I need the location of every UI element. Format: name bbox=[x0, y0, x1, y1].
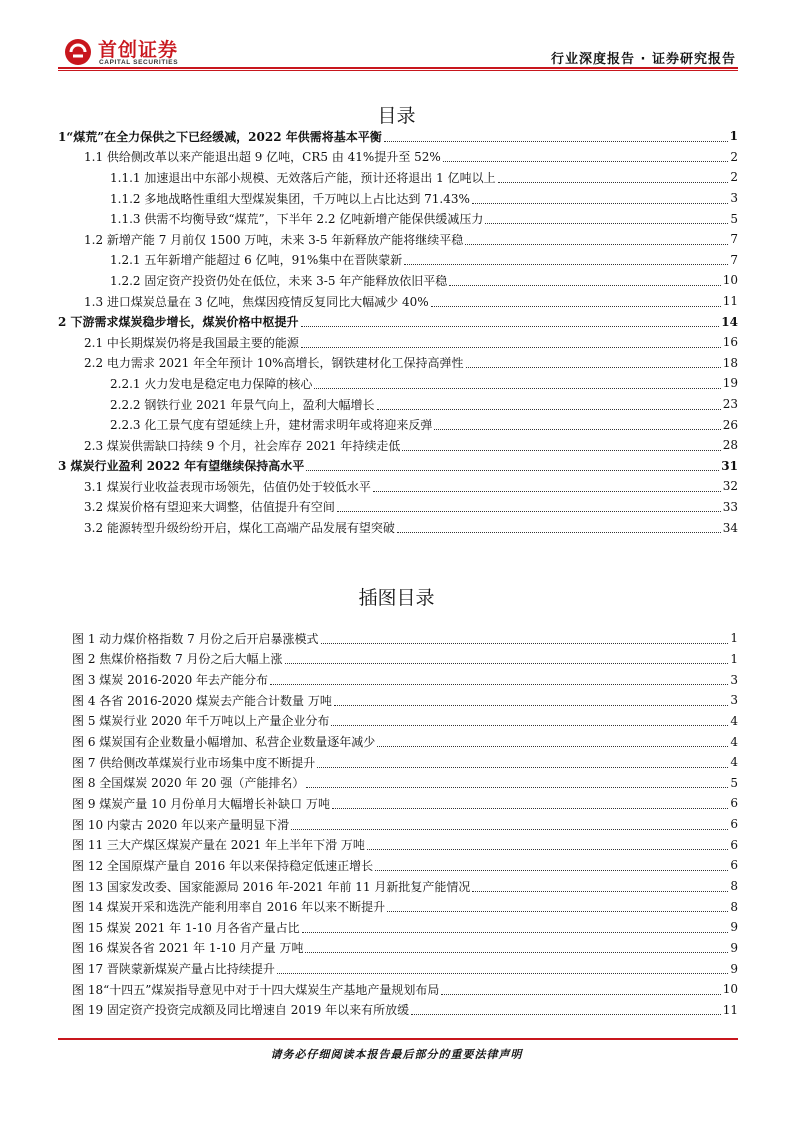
dot-leader bbox=[472, 881, 728, 892]
figure-entry[interactable] bbox=[58, 669, 738, 690]
entry-title: 2.2 电力需求 2021 年全年预计 10%高增长，钢铁建材化工保持高弹性 bbox=[84, 356, 464, 371]
page-number: 18 bbox=[722, 355, 738, 370]
figure-entry[interactable] bbox=[58, 752, 738, 773]
toc-entry[interactable] bbox=[58, 353, 738, 374]
page-number: 11 bbox=[722, 294, 738, 309]
dot-leader bbox=[285, 653, 729, 664]
entry-title: 图 4 各省 2016-2020 煤炭去产能合计数量 万吨 bbox=[72, 693, 332, 708]
entry-title: 图 9 煤炭产量 10 月份单月大幅增长补缺口 万吨 bbox=[72, 796, 330, 811]
entry-title: 3.2 煤炭价格有望迎来大调整，估值提升有空间 bbox=[84, 500, 335, 515]
page-number: 5 bbox=[730, 775, 738, 790]
footer-divider bbox=[58, 1038, 738, 1040]
page-number: 9 bbox=[730, 961, 738, 976]
toc-entry[interactable] bbox=[58, 208, 738, 229]
dot-leader bbox=[377, 399, 721, 410]
dot-leader bbox=[466, 357, 721, 368]
dot-leader bbox=[277, 963, 728, 974]
page-number: 6 bbox=[730, 817, 738, 832]
legal-disclaimer: 请务必仔细阅读本报告最后部分的重要法律声明 bbox=[270, 1048, 523, 1061]
page-number: 19 bbox=[722, 376, 738, 391]
figure-list bbox=[58, 628, 738, 1020]
entry-title: 图 14 煤炭开采和选洗产能利用率自 2016 年以来不断提升 bbox=[72, 900, 386, 915]
page-number: 1 bbox=[730, 631, 738, 646]
dot-leader bbox=[321, 633, 729, 644]
page-number: 6 bbox=[730, 796, 738, 811]
toc-entry[interactable] bbox=[58, 476, 738, 497]
dot-leader bbox=[441, 984, 720, 995]
figure-entry[interactable] bbox=[58, 649, 738, 670]
dot-leader bbox=[331, 715, 728, 726]
dot-leader bbox=[301, 316, 720, 327]
dot-leader bbox=[431, 296, 721, 307]
figure-entry[interactable] bbox=[58, 938, 738, 959]
dot-leader bbox=[411, 1004, 721, 1015]
toc-entry[interactable] bbox=[58, 373, 738, 394]
page-number: 26 bbox=[722, 417, 738, 432]
dot-leader bbox=[302, 922, 729, 933]
toc-entry[interactable] bbox=[58, 517, 738, 538]
entry-title: 图 12 全国原煤产量自 2016 年以来保持稳定低速正增长 bbox=[72, 858, 374, 873]
figure-entry[interactable] bbox=[58, 731, 738, 752]
dot-leader bbox=[397, 522, 721, 533]
dot-leader bbox=[301, 337, 721, 348]
entry-title: 3.1 煤炭行业收益表现市场领先，估值仍处于较低水平 bbox=[84, 479, 371, 494]
page-number: 7 bbox=[730, 252, 738, 267]
entry-title: 图 8 全国煤炭 2020 年 20 强（产能排名） bbox=[72, 776, 305, 791]
entry-title: 1.2.1 五年新增产能超过 6 亿吨，91%集中在晋陕蒙新 bbox=[110, 253, 403, 268]
toc-entry[interactable] bbox=[58, 291, 738, 312]
dot-leader bbox=[377, 736, 728, 747]
page-number: 9 bbox=[730, 920, 738, 935]
page-number: 10 bbox=[722, 273, 738, 288]
entry-title: 2 下游需求煤炭稳步增长，煤炭价格中枢提升 bbox=[58, 315, 299, 330]
toc-entry[interactable] bbox=[58, 250, 738, 271]
dot-leader bbox=[375, 860, 728, 871]
toc-entry[interactable] bbox=[58, 188, 738, 209]
dot-leader bbox=[270, 674, 728, 685]
page-number: 7 bbox=[730, 232, 738, 247]
dot-leader bbox=[317, 757, 728, 768]
toc-entry[interactable] bbox=[58, 147, 738, 168]
entry-title: 2.2.1 火力发电是稳定电力保障的核心 bbox=[110, 376, 313, 391]
entry-title: 图 1 动力煤价格指数 7 月份之后开启暴涨模式 bbox=[72, 631, 319, 646]
toc-entry[interactable] bbox=[58, 497, 738, 518]
dot-leader bbox=[334, 695, 729, 706]
figure-entry[interactable] bbox=[58, 917, 738, 938]
dot-leader bbox=[485, 213, 728, 224]
dot-leader bbox=[305, 942, 728, 953]
toc-entry[interactable] bbox=[58, 167, 738, 188]
page-number: 3 bbox=[730, 693, 738, 708]
table-of-contents bbox=[58, 126, 738, 538]
header-divider-thin bbox=[58, 70, 738, 71]
entry-title: 图 15 煤炭 2021 年 1-10 月各省产量占比 bbox=[72, 920, 300, 935]
page-number: 4 bbox=[730, 755, 738, 770]
page-number: 6 bbox=[730, 837, 738, 852]
entry-title: 图 7 供给侧改革煤炭行业市场集中度不断提升 bbox=[72, 755, 316, 770]
page-number: 32 bbox=[722, 479, 738, 494]
entry-title: 图 10 内蒙古 2020 年以来产量明显下滑 bbox=[72, 817, 290, 832]
figure-entry[interactable] bbox=[58, 690, 738, 711]
figure-entry[interactable] bbox=[58, 834, 738, 855]
toc-entry[interactable] bbox=[58, 270, 738, 291]
dot-leader bbox=[402, 440, 720, 451]
dot-leader bbox=[498, 172, 729, 183]
toc-entry[interactable] bbox=[58, 435, 738, 456]
page-number: 33 bbox=[722, 499, 738, 514]
entry-title: 图 16 煤炭各省 2021 年 1-10 月产量 万吨 bbox=[72, 941, 304, 956]
dot-leader bbox=[373, 481, 721, 492]
dot-leader bbox=[472, 193, 728, 204]
figure-entry[interactable] bbox=[58, 628, 738, 649]
dot-leader bbox=[465, 234, 728, 245]
page-number: 4 bbox=[730, 713, 738, 728]
figure-entry[interactable] bbox=[58, 711, 738, 732]
figure-entry[interactable] bbox=[58, 793, 738, 814]
dot-leader bbox=[384, 131, 728, 142]
dot-leader bbox=[306, 777, 728, 788]
figure-entry[interactable] bbox=[58, 876, 738, 897]
dot-leader bbox=[443, 151, 729, 162]
toc-entry[interactable] bbox=[58, 126, 738, 147]
entry-title: 3.2 能源转型升级纷纷开启，煤化工高端产品发展有望突破 bbox=[84, 521, 395, 536]
entry-title: 2.1 中长期煤炭仍将是我国最主要的能源 bbox=[84, 335, 299, 350]
page-number: 4 bbox=[730, 734, 738, 749]
page-number: 2 bbox=[730, 149, 738, 164]
page-number: 3 bbox=[730, 672, 738, 687]
figure-entry[interactable] bbox=[58, 979, 738, 1000]
page-number: 23 bbox=[722, 397, 738, 412]
toc-entry[interactable] bbox=[58, 414, 738, 435]
entry-title: 1.2.2 固定资产投资仍处在低位，未来 3-5 年产能释放依旧平稳 bbox=[110, 273, 448, 288]
toc-entry[interactable] bbox=[58, 456, 738, 477]
entry-title: 1.1.2 多地战略性重组大型煤炭集团，千万吨以上占比达到 71.43% bbox=[110, 191, 470, 206]
logo-chinese-name: 首创证券 bbox=[98, 39, 179, 61]
page-number: 5 bbox=[730, 211, 738, 226]
entry-title: 2.2.2 钢铁行业 2021 年景气向上，盈利大幅增长 bbox=[110, 397, 375, 412]
figure-entry[interactable] bbox=[58, 855, 738, 876]
entry-title: 图 11 三大产煤区煤炭产量在 2021 年上半年下滑 万吨 bbox=[72, 838, 365, 853]
entry-title: 2.2.3 化工景气度有望延续上升，建材需求明年或将迎来反弹 bbox=[110, 418, 433, 433]
entry-title: 1.1.3 供需不均衡导致“煤荒”，下半年 2.2 亿吨新增产能保供缓减压力 bbox=[110, 212, 484, 227]
page-number: 14 bbox=[721, 314, 738, 329]
dot-leader bbox=[306, 460, 719, 471]
page-number: 16 bbox=[722, 335, 738, 350]
logo-icon bbox=[64, 38, 92, 66]
logo-english-name: CAPITAL SECURITIES bbox=[99, 59, 179, 66]
entry-title: 图 2 焦煤价格指数 7 月份之后大幅上涨 bbox=[72, 652, 283, 667]
entry-title: 1.2 新增产能 7 月前仅 1500 万吨，未来 3-5 年新释放产能将继续平稳 bbox=[84, 232, 464, 247]
entry-title: 图 18“十四五”煤炭指导意见中对于十四大煤炭生产基地产量规划布局 bbox=[72, 982, 440, 997]
page-header bbox=[58, 30, 738, 70]
page-number: 6 bbox=[730, 858, 738, 873]
figure-entry[interactable] bbox=[58, 896, 738, 917]
entry-title: 2.3 煤炭供需缺口持续 9 个月，社会库存 2021 年持续走低 bbox=[84, 438, 401, 453]
toc-title: 目录 bbox=[377, 105, 416, 127]
figure-entry[interactable] bbox=[58, 814, 738, 835]
page-number: 3 bbox=[730, 191, 738, 206]
page-number: 34 bbox=[722, 520, 738, 535]
toc-entry[interactable] bbox=[58, 229, 738, 250]
dot-leader bbox=[404, 254, 728, 265]
report-type-label: 行业深度报告 · 证券研究报告 bbox=[551, 52, 736, 67]
dot-leader bbox=[291, 819, 728, 830]
dot-leader bbox=[387, 901, 728, 912]
figure-entry[interactable] bbox=[58, 958, 738, 979]
entry-title: 1.3 进口煤炭总量在 3 亿吨，焦煤因疫情反复同比大幅减少 40% bbox=[84, 294, 429, 309]
page-number: 1 bbox=[729, 129, 738, 144]
entry-title: 1“煤荒”在全力保供之下已经缓减，2022 年供需将基本平衡 bbox=[58, 129, 382, 144]
page-number: 8 bbox=[730, 879, 738, 893]
entry-title: 3 煤炭行业盈利 2022 年有望继续保持高水平 bbox=[58, 459, 305, 474]
entry-title: 图 6 煤炭国有企业数量小幅增加、私营企业数量逐年减少 bbox=[72, 735, 376, 750]
figure-list-title: 插图目录 bbox=[358, 587, 435, 609]
page-number: 9 bbox=[730, 940, 738, 955]
dot-leader bbox=[434, 419, 720, 430]
dot-leader bbox=[337, 501, 721, 512]
entry-title: 图 13 国家发改委、国家能源局 2016 年-2021 年前 11 月新批复产能情况 bbox=[72, 879, 471, 894]
entry-title: 图 3 煤炭 2016-2020 年去产能分布 bbox=[72, 673, 269, 688]
header-divider bbox=[58, 67, 738, 69]
page-number: 28 bbox=[722, 438, 738, 453]
toc-entry[interactable] bbox=[58, 394, 738, 415]
entry-title: 1.1.1 加速退出中东部小规模、无效落后产能，预计还将退出 1 亿吨以上 bbox=[110, 170, 496, 185]
figure-entry[interactable] bbox=[58, 1000, 738, 1021]
entry-title: 图 17 晋陕蒙新煤炭产量占比持续提升 bbox=[72, 962, 275, 977]
dot-leader bbox=[367, 839, 728, 850]
page-number: 31 bbox=[721, 458, 738, 473]
page-number: 10 bbox=[722, 982, 738, 997]
page-number: 2 bbox=[730, 170, 738, 185]
entry-title: 图 19 固定资产投资完成额及同比增速自 2019 年以来有所放缓 bbox=[72, 1003, 410, 1018]
page-number: 8 bbox=[730, 899, 738, 914]
dot-leader bbox=[449, 275, 720, 286]
dot-leader bbox=[314, 378, 720, 389]
page-number: 11 bbox=[722, 1002, 738, 1017]
dot-leader bbox=[332, 798, 728, 809]
entry-title: 图 5 煤炭行业 2020 年千万吨以上产量企业分布 bbox=[72, 714, 330, 729]
page-number: 1 bbox=[730, 651, 738, 666]
toc-entry[interactable] bbox=[58, 311, 738, 332]
toc-entry[interactable] bbox=[58, 332, 738, 353]
entry-title: 1.1 供给侧改革以来产能退出超 9 亿吨，CR5 由 41%提升至 52% bbox=[84, 150, 441, 165]
figure-entry[interactable] bbox=[58, 772, 738, 793]
